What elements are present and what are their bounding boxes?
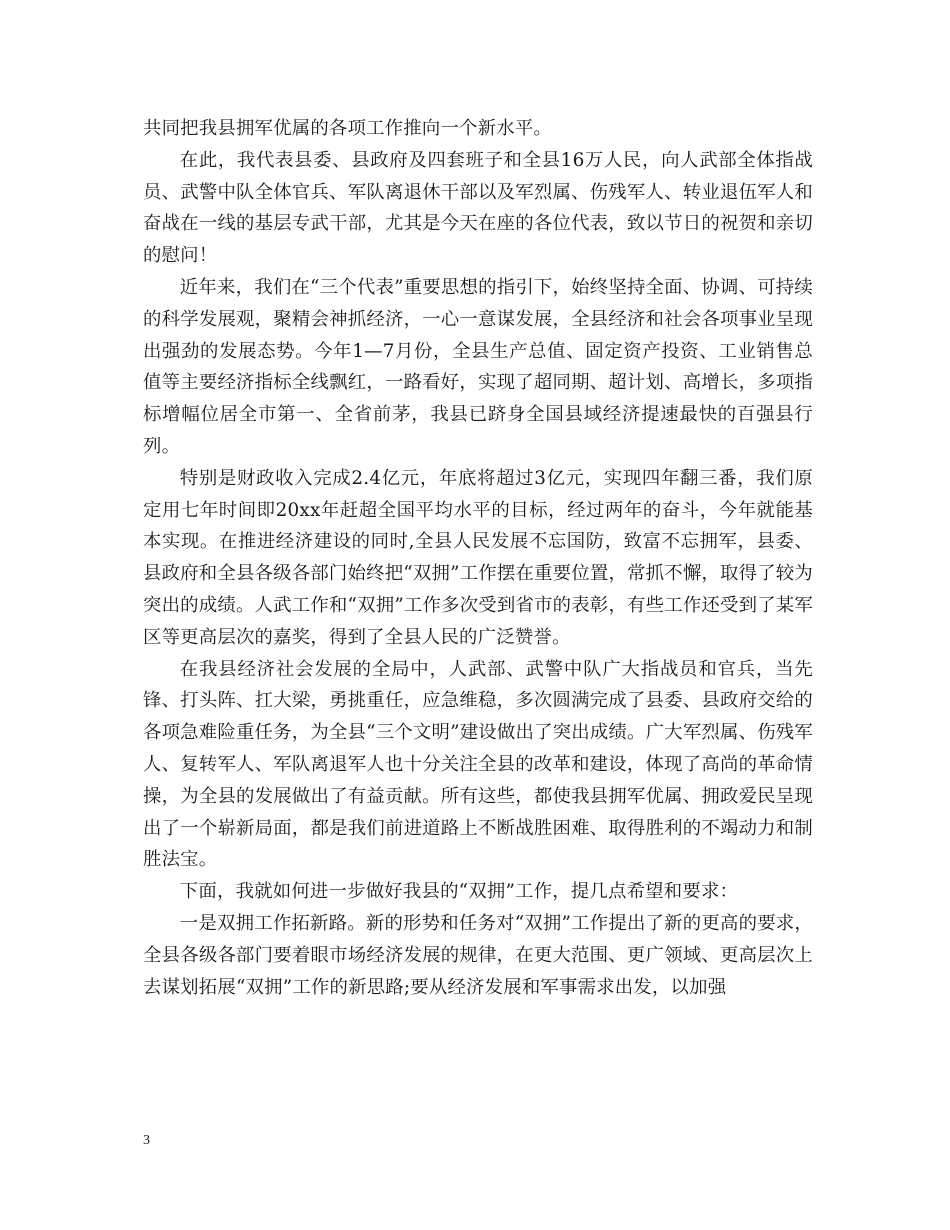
paragraph: 近年来，我们在“三个代表”重要思想的指引下，始终坚持全面、协调、可持续的科学发展观，聚精会神抓经济，一心一意谋发展，全县经济和社会各项事业呈现出强劲的发展态势。今年1—7月份，全县生产总值、固定资产投资、工业销售总值等主要经济指标全线飘红，一路看好，实现了超同期、超计划、高增长，多项指标增幅位居全市第一、全省前茅，我县已跻身全国县域经济提速最快的百强县行列。 xyxy=(143,276,813,457)
paragraph: 共同把我县拥军优属的各项工作推向一个新水平。 xyxy=(143,118,552,139)
body-text xyxy=(143,113,813,1003)
paragraph: 特别是财政收入完成2.4亿元，年底将超过3亿元，实现四年翻三番，我们原定用七年时间即20xx年赶超全国平均水平的目标，经过两年的奋斗，今年就能基本实现。在推进经济建设的同时,全县人民发展不忘国防，致富不忘拥军，县委、县政府和全县各级各部门始终把“双拥”工作摆在重要位置，常抓不懈，取得了较为突出的成绩。人武工作和“双拥”工作多次受到省市的表彰，有些工作还受到了某军区等更高层次的嘉奖，得到了全县人民的广泛赞誉。 xyxy=(143,467,813,648)
paragraph: 一是双拥工作拓新路。新的形势和任务对“双拥”工作提出了新的更高的要求，全县各级各部门要着眼市场经济发展的规律，在更大范围、更广领域、更高层次上去谋划拓展“双拥”工作的新思路;要从经济发展和军事需求出发，以加强 xyxy=(143,912,813,998)
paragraph: 在此，我代表县委、县政府及四套班子和全县16万人民，向人武部全体指战员、武警中队全体官兵、军队离退休干部以及军烈属、伤残军人、转业退伍军人和奋战在一线的基层专武干部，尤其是今天在座的各位代表，致以节日的祝贺和亲切的慰问！ xyxy=(143,149,813,267)
paragraph: 在我县经济社会发展的全局中，人武部、武警中队广大指战员和官兵，当先锋、打头阵、扛大梁，勇挑重任，应急维稳，多次圆满完成了县委、县政府交给的各项急难险重任务，为全县“三个文明”建设做出了突出成绩。广大军烈属、伤残军人、复转军人、军队离退军人也十分关注全县的改革和建设，体现了高尚的革命情操，为全县的发展做出了有益贡献。所有这些，都使我县拥军优属、拥政爱民呈现出了一个崭新局面，都是我们前进道路上不断战胜困难、取得胜利的不竭动力和制胜法宝。 xyxy=(143,658,813,871)
page-number: 3 xyxy=(143,1133,150,1148)
paragraph: 下面，我就如何进一步做好我县的“双拥”工作，提几点希望和要求： xyxy=(179,881,739,903)
